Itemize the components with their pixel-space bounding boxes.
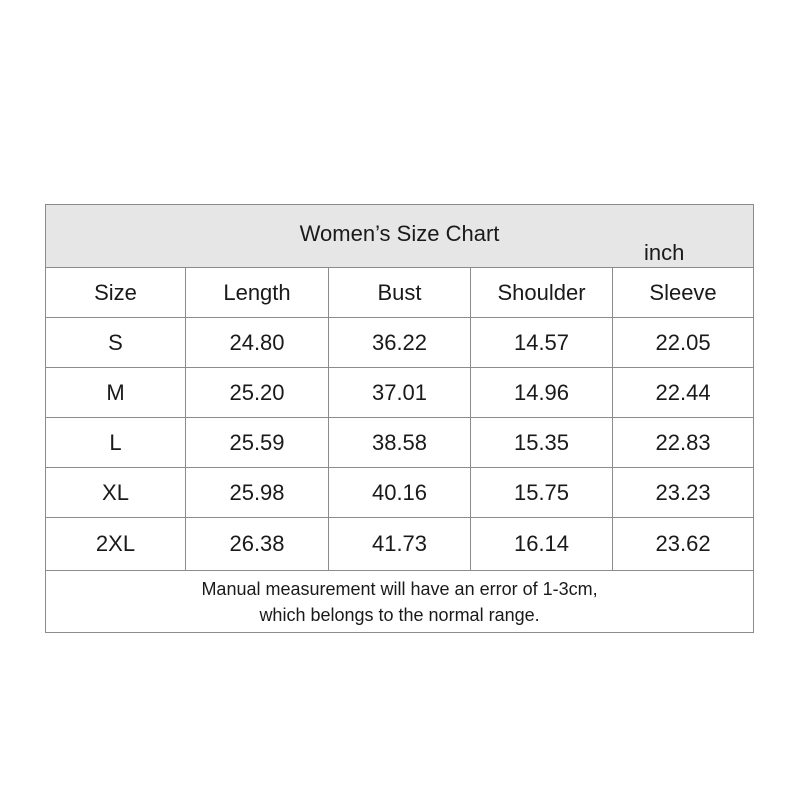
shoulder-cell: 15.35 xyxy=(471,418,613,468)
length-cell: 25.20 xyxy=(186,368,329,418)
table-row xyxy=(46,518,754,571)
size-cell: XL xyxy=(46,468,186,518)
bust-cell: 40.16 xyxy=(329,468,471,518)
table-title-row xyxy=(46,205,754,268)
table-row xyxy=(46,368,754,418)
size-cell: S xyxy=(46,318,186,368)
measurement-note xyxy=(46,571,754,633)
note-line-2: which belongs to the normal range. xyxy=(259,604,540,625)
size-cell: M xyxy=(46,368,186,418)
table-header-row xyxy=(46,268,754,318)
bust-cell: 41.73 xyxy=(329,518,471,571)
sleeve-cell: 23.23 xyxy=(613,468,754,518)
sleeve-cell: 23.62 xyxy=(613,518,754,571)
table-title-cell xyxy=(46,205,754,268)
table-row xyxy=(46,468,754,518)
sleeve-cell: 22.83 xyxy=(613,418,754,468)
column-header-sleeve: Sleeve xyxy=(613,268,754,318)
note-row xyxy=(46,571,754,633)
table-row xyxy=(46,318,754,368)
table-row xyxy=(46,418,754,468)
column-header-bust: Bust xyxy=(329,268,471,318)
size-chart-table xyxy=(45,204,754,633)
size-cell: 2XL xyxy=(46,518,186,571)
shoulder-cell: 15.75 xyxy=(471,468,613,518)
note-line-1: Manual measurement will have an error of 1-3cm, xyxy=(201,578,598,599)
bust-cell: 38.58 xyxy=(329,418,471,468)
length-cell: 24.80 xyxy=(186,318,329,368)
size-cell: L xyxy=(46,418,186,468)
length-cell: 25.59 xyxy=(186,418,329,468)
shoulder-cell: 16.14 xyxy=(471,518,613,571)
sleeve-cell: 22.44 xyxy=(613,368,754,418)
table-title: Women’s Size Chart xyxy=(299,221,500,246)
column-header-shoulder: Shoulder xyxy=(471,268,613,318)
bust-cell: 36.22 xyxy=(329,318,471,368)
column-header-size: Size xyxy=(46,268,186,318)
shoulder-cell: 14.57 xyxy=(471,318,613,368)
length-cell: 26.38 xyxy=(186,518,329,571)
length-cell: 25.98 xyxy=(186,468,329,518)
unit-label: inch xyxy=(644,240,685,265)
column-header-length: Length xyxy=(186,268,329,318)
shoulder-cell: 14.96 xyxy=(471,368,613,418)
bust-cell: 37.01 xyxy=(329,368,471,418)
sleeve-cell: 22.05 xyxy=(613,318,754,368)
